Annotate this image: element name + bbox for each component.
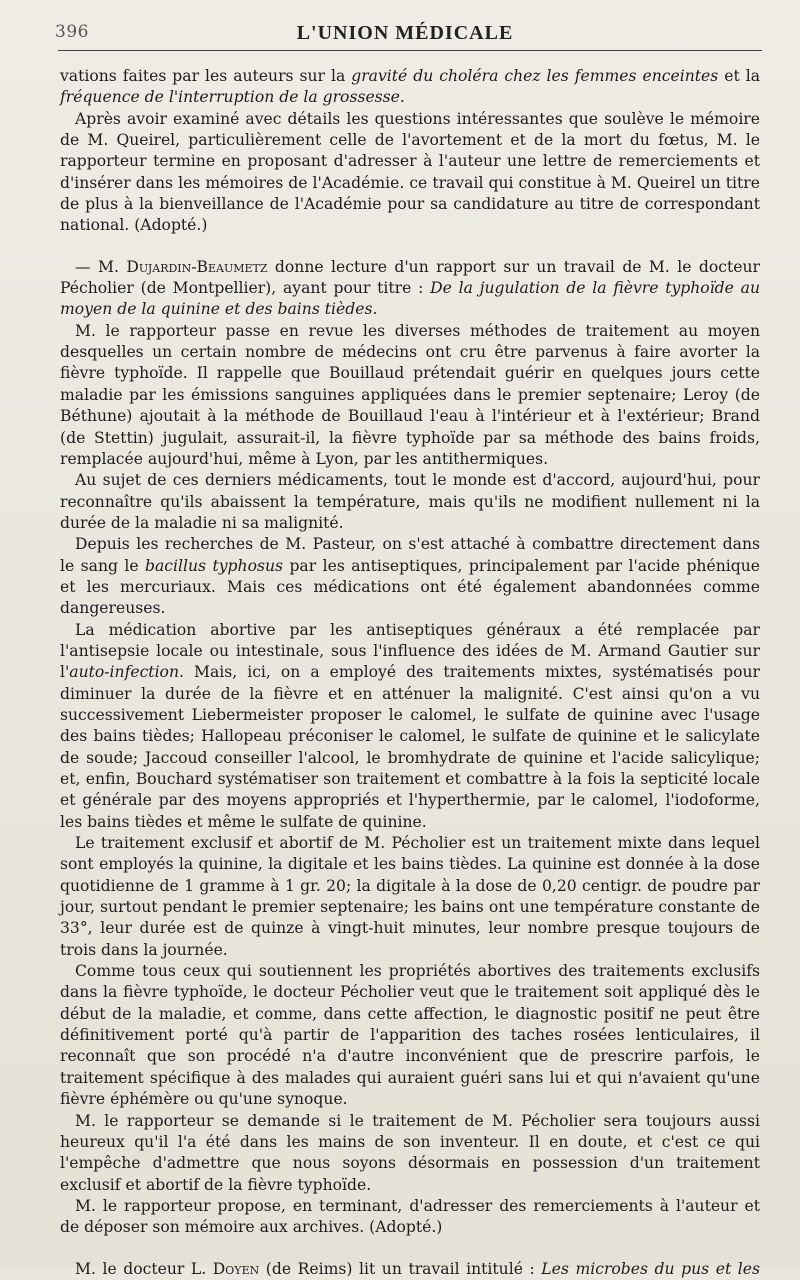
text-run: Au sujet de ces derniers médicaments, tout le monde est d'accord, aujourd'hui, pour reconnaître qu'ils abaissent la température, mais qu'ils ne modifient nullement ni la durée de la maladie ni sa malignité. xyxy=(60,471,760,532)
paragraph-p1 xyxy=(60,109,760,237)
text-run: (de Reims) lit un travail intitulé : xyxy=(259,1259,542,1278)
italic-text: auto-infection xyxy=(69,663,179,682)
paragraph-p9 xyxy=(60,1111,760,1196)
text-run: M. le rapporteur se demande si le traitement de M. Pécholier sera toujours aussi heureux qu'il l'a été dans les mains de son inventeur. Il en doute, et c'est ce qui l'empêche d'admettre que nous soyons désormais en possession d'un traitement exclusif et abortif de la fièvre typhoïde. xyxy=(60,1111,760,1194)
paragraph-p8 xyxy=(60,961,760,1110)
page-header xyxy=(55,22,755,48)
paragraph-p2 xyxy=(60,257,760,321)
text-run: vations faites par les auteurs sur la xyxy=(60,67,352,85)
author-name: Dujardin-Beaumetz xyxy=(126,257,268,276)
paragraph-p0 xyxy=(60,66,760,109)
text-run: donne lecture d'un rapport sur un travail de M. le docteur Pécholier (de Montpellier), ayant pour titre : xyxy=(60,257,760,298)
paragraph-p6 xyxy=(60,620,760,833)
text-run: Comme tous ceux qui soutiennent les propriétés abortives des traitements exclusifs dans la fièvre typhoïde, le docteur Pécholier veut que le traitement soit appliqué dès le début de la maladie, et comme, dans cette affection, le diagnostic positif ne peut être définitivement porté qu'à partir de l'apparition des taches rosées lenticulaires, il reconnaît que son procédé n'a d'autre inconvénient que de prescrire parfois, le traitement spécifique à des malades qui auraient guéri sans lui et qui n'avaient qu'une fièvre éphémère ou qu'une synoque. xyxy=(60,962,760,1109)
italic-text: fréquence de l'interruption de la grossesse. xyxy=(60,88,405,107)
italic-text: De la jugulation de la fièvre typhoïde au moyen de la quinine et des bains tièdes. xyxy=(60,279,761,319)
text-run: La médication abortive par les antiseptiques généraux a été remplacée par l'antisepsie locale ou intestinale, sous l'influence des idées de M. Armand Gautier sur l' xyxy=(60,620,760,682)
article-body xyxy=(60,66,760,1280)
text-run: — M. xyxy=(75,257,127,276)
italic-text: Les microbes du pus et les xyxy=(541,1259,760,1278)
text-run: Après avoir examiné avec détails les questions intéressantes que soulève le mémoire de M. Queirel, particulièrement celle de l'avortement et de la mort du fœtus, M. le rapporteur termine en proposant d'adresser à l'auteur une lettre de remerciements et d'insérer dans les mémoires de l'Académie. ce travail qui constitue à M. Queirel un titre de plus à la bienveillance de l'Académie pour sa candidature au titre de correspondant national. (Adopté.) xyxy=(60,109,760,235)
author-name: Doyen xyxy=(212,1259,260,1278)
paragraph-p11 xyxy=(60,1259,760,1280)
text-run: par les antiseptiques, principalement par l'acide phénique et les mercuriaux. Mais ces médications ont été également abandonnées comme dangereuses. xyxy=(60,556,760,618)
paragraph-p7 xyxy=(60,833,760,961)
text-run: . Mais, ici, on a employé des traitements mixtes, systématisés pour diminuer la durée de la fièvre et en atténuer la malignité. C'est ainsi qu'on a vu successivement Liebermeister proposer le calomel, le sulfate de quinine avec l'usage des bains tièdes; Hallopeau préconiser le calomel, le sulfate de quinine et le salicylate de soude; Jaccoud conseiller l'alcool, le bromhydrate de quinine et l'acide salicylique; et, enfin, Bouchard systématiser son traitement et combattre à la fois la septicité locale et générale par des moyens appropriés et l'hyperthermie, par le calomel, l'iodoforme, les bains tièdes et même le sulfate de quinine. xyxy=(60,663,760,831)
text-run: et la xyxy=(718,67,760,85)
paragraph-p10 xyxy=(60,1196,760,1239)
text-run: Le traitement exclusif et abortif de M. Pécholier est un traitement mixte dans lequel sont employés la quinine, la digitale et les bains tièdes. La quinine est donnée à la dose quotidienne de 1 gramme à 1 gr. 20; la digitale à la dose de 0,20 centigr. de poudre par jour, surtout pendant le premier septenaire; les bains ont une température constante de 33°, leur durée est de quinze à vingt-huit minutes, leur nombre presque toujours de trois dans la journée. xyxy=(60,834,760,959)
text-run: M. le docteur L. xyxy=(75,1259,213,1278)
paragraph-p3 xyxy=(60,321,760,470)
journal-title: L'UNION MÉDICALE xyxy=(296,22,514,44)
italic-text: bacillus typhosus xyxy=(145,556,284,575)
text-run: M. le rapporteur passe en revue les diverses méthodes de traitement au moyen desquelles un certain nombre de médecins ont cru être parvenus à faire avorter la fièvre typhoïde. Il rappelle que Bouillaud prétendait guérir en quelques jours cette maladie par les émissions sanguines appliquées dans le premier septenaire; Leroy (de Béthune) ajoutait à la méthode de Bouillaud l'eau à l'intérieur et à l'extérieur; Brand (de Stettin) jugulait, assurait-il, la fièvre typhoïde par sa méthode des bains froids, remplacée aujourd'hui, même à Lyon, par les antithermiques. xyxy=(60,321,760,468)
text-run: Depuis les recherches de M. Pasteur, on s'est attaché à combattre directement dans le sang le xyxy=(60,535,760,575)
header-rule xyxy=(58,50,762,51)
italic-text: gravité du choléra chez les femmes enceintes xyxy=(351,67,719,85)
paragraph-p5 xyxy=(60,534,760,619)
page-number: 396 xyxy=(55,22,89,42)
text-run: M. le rapporteur propose, en terminant, d'adresser des remerciements à l'auteur et de déposer son mémoire aux archives. (Adopté.) xyxy=(60,1196,760,1237)
paragraph-p4 xyxy=(60,470,760,534)
